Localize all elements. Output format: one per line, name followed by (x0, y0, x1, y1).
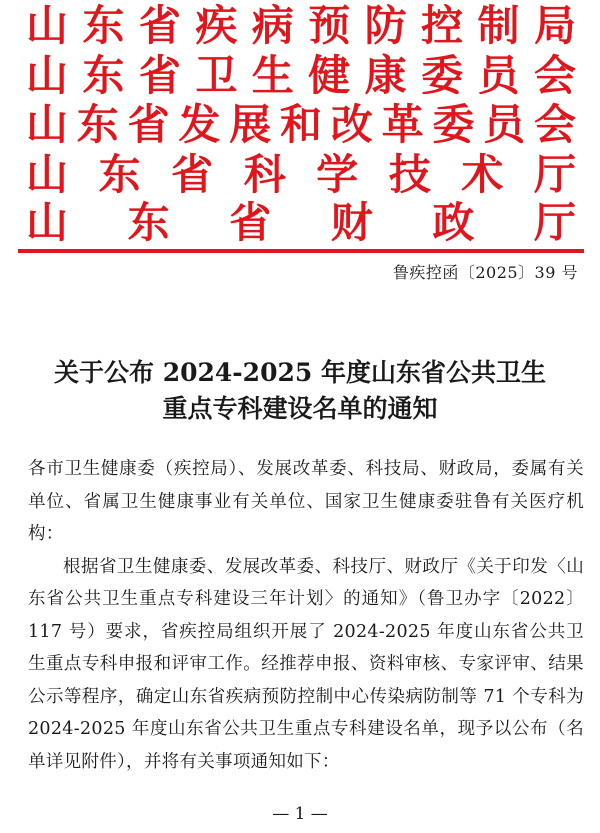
agency-char: 东 (127, 198, 170, 247)
agency-char: 制 (477, 1, 520, 50)
agency-char: 科 (243, 150, 286, 199)
agency-char: 会 (533, 100, 576, 149)
agency-char: 学 (316, 150, 359, 199)
agency-char: 财 (330, 198, 373, 247)
agency-char: 省 (171, 150, 214, 199)
agency-char: 会 (533, 51, 576, 100)
agency-char: 技 (388, 150, 431, 199)
agency-line-development-reform (26, 99, 576, 151)
agency-char: 控 (421, 1, 464, 50)
agency-char: 员 (477, 51, 520, 100)
agency-char: 病 (251, 1, 294, 50)
notice-body (28, 453, 584, 778)
agency-char: 革 (381, 100, 424, 149)
agency-char: 政 (432, 198, 475, 247)
agency-char: 东 (76, 100, 119, 149)
notice-title-line-2: 重点专科建设名单的通知 (162, 394, 438, 423)
body-paragraph-1: 根据省卫生健康委、发展改革委、科技厅、财政厅《关于印发〈山东省公共卫生重点专科建设三年计划〉的通知》（鲁卫办字〔2022〕117 号）要求，省疾控局组织开展了 2024-2025 年度山东省公共卫生重点专科申报和评审工作。经推荐申报、资料审核、专家评审、结果公示等程序，确定山东省疾病预防控制中心传染病防制等 71 个专科为 2024-2025 年度山东省公共卫生重点专科建设名单，现予以公布（名单详见附件），并将有关事项通知如下： (28, 556, 584, 772)
salutation-paragraph: 各市卫生健康委（疾控局）、发展改革委、科技局、财政局，委属有关单位、省属卫生健康事业有关单位、国家卫生健康委驻鲁有关医疗机构： (28, 459, 584, 544)
agency-char: 山 (26, 150, 69, 199)
agency-line-finance (26, 197, 576, 249)
agency-char: 生 (251, 51, 294, 100)
agency-char: 委 (432, 100, 475, 149)
agency-char: 预 (308, 1, 351, 50)
agency-char: 厅 (533, 198, 576, 247)
agency-char: 省 (127, 100, 170, 149)
agency-line-health-commission (26, 50, 576, 102)
agency-char: 康 (364, 51, 407, 100)
agency-char: 省 (229, 198, 272, 247)
agency-char: 东 (82, 1, 125, 50)
agency-char: 健 (308, 51, 351, 100)
red-divider-line (18, 249, 584, 253)
agency-char: 山 (26, 100, 69, 149)
document-number: 鲁疾控函〔2025〕39 号 (392, 263, 578, 282)
agency-char: 术 (461, 150, 504, 199)
agency-char: 疾 (195, 1, 238, 50)
agency-char: 省 (138, 51, 181, 100)
agency-char: 山 (26, 198, 69, 247)
agency-char: 厅 (533, 150, 576, 199)
notice-title-line-1: 关于公布 2024-2025 年度山东省公共卫生 (54, 358, 546, 387)
agency-line-disease-control (26, 0, 576, 52)
agency-char: 卫 (195, 51, 238, 100)
agency-char: 局 (533, 1, 576, 50)
agency-char: 展 (229, 100, 272, 149)
agency-char: 发 (178, 100, 221, 149)
page-number: — 1 — (272, 804, 328, 824)
agency-char: 委 (421, 51, 464, 100)
agency-line-science-technology (26, 149, 576, 201)
agency-char: 员 (483, 100, 526, 149)
agency-char: 防 (364, 1, 407, 50)
agency-char: 改 (330, 100, 373, 149)
agency-char: 和 (279, 100, 322, 149)
agency-char: 山 (26, 51, 69, 100)
agency-char: 东 (82, 51, 125, 100)
agency-char: 东 (98, 150, 141, 199)
agency-char: 省 (138, 1, 181, 50)
agency-char: 山 (26, 1, 69, 50)
